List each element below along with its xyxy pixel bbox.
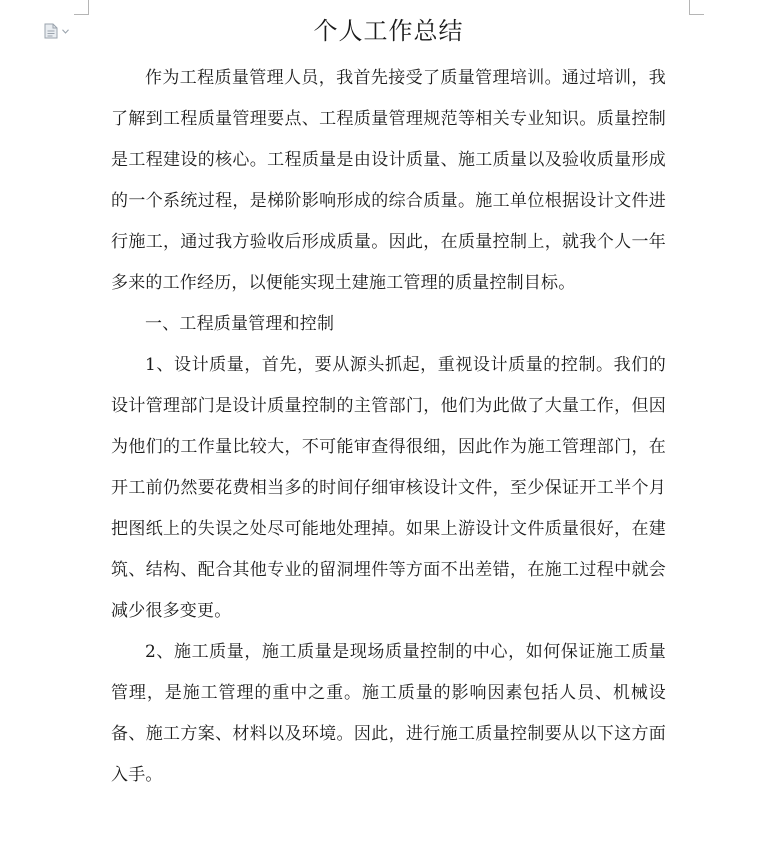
document-body: [111, 12, 666, 796]
document-icon: [44, 23, 58, 39]
crop-mark-top-right-vertical: [689, 0, 690, 14]
crop-mark-top-left-horizontal: [74, 14, 89, 15]
document-options-button[interactable]: [44, 22, 72, 40]
crop-mark-top-left-vertical: [88, 0, 89, 14]
crop-mark-top-right-horizontal: [689, 14, 704, 15]
paragraph-construction-quality: 2、施工质量，施工质量是现场质量控制的中心，如何保证施工质量管理，是施工管理的重中之重。施工质量的影响因素包括人员、机械设备、施工方案、材料以及环境。因此，进行施工质量控制要从以下这方面入手。: [111, 642, 666, 785]
paragraph-intro: 作为工程质量管理人员，我首先接受了质量管理培训。通过培训，我了解到工程质量管理要点、工程质量管理规范等相关专业知识。质量控制是工程建设的核心。工程质量是由设计质量、施工质量以及验收质量形成的一个系统过程，是梯阶影响形成的综合质量。施工单位根据设计文件进行施工，通过我方验收后形成质量。因此，在质量控制上，就我个人一年多来的工作经历，以便能实现土建施工管理的质量控制目标。: [111, 68, 666, 293]
section-heading: 一、工程质量管理和控制: [145, 314, 335, 334]
document-title: 个人工作总结: [313, 17, 464, 45]
chevron-down-icon: [62, 29, 69, 34]
paragraph-design-quality: 1、设计质量，首先，要从源头抓起，重视设计质量的控制。我们的设计管理部门是设计质量控制的主管部门，他们为此做了大量工作，但因为他们的工作量比较大，不可能审查得很细，因此作为施工管理部门，在开工前仍然要花费相当多的时间仔细审核设计文件，至少保证开工半个月把图纸上的失误之处尽可能地处理掉。如果上游设计文件质量很好，在建筑、结构、配合其他专业的留洞埋件等方面不出差错，在施工过程中就会减少很多变更。: [111, 355, 666, 621]
